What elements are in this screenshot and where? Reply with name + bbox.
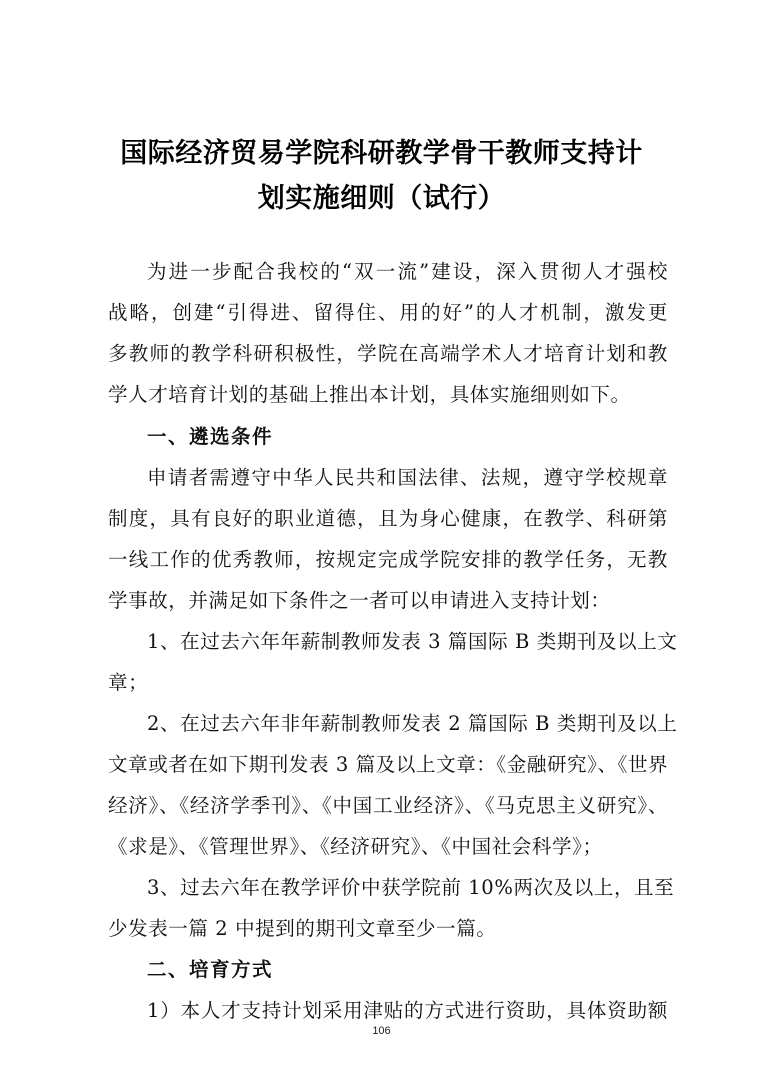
section1-paragraph-line-4: 学事故，并满足如下条件之一者可以申请进入支持计划： <box>108 589 611 612</box>
criterion-1-line-1: 1、在过去六年年薪制教师发表 3 篇国际 B 类期刊及以上文 <box>147 630 678 653</box>
criterion-2-line-3: 经济》、《经济学季刊》、《中国工业经济》、《马克思主义研究》、 <box>108 794 668 817</box>
section1-paragraph-line-1: 申请者需遵守中华人民共和国法律、法规，遵守学校规章 <box>147 466 668 489</box>
section-heading-training-method: 二、培育方式 <box>147 958 274 981</box>
criterion-3-line-2: 少发表一篇 2 中提到的期刊文章至少一篇。 <box>108 917 497 940</box>
criterion-2-line-1: 2、在过去六年非年薪制教师发表 2 篇国际 B 类期刊及以上 <box>147 712 678 735</box>
criterion-1-line-2: 章； <box>108 671 149 694</box>
intro-paragraph-line-4: 学人才培育计划的基础上推出本计划，具体实施细则如下。 <box>108 383 631 406</box>
section1-paragraph-line-2: 制度，具有良好的职业道德，且为身心健康，在教学、科研第 <box>108 507 668 530</box>
criterion-2-line-2: 文章或者在如下期刊发表 3 篇及以上文章：《金融研究》、《世界 <box>108 753 669 776</box>
section2-paragraph-line-1: 1）本人才支持计划采用津贴的方式进行资助，具体资助额 <box>147 999 668 1022</box>
document-title-line-1: 国际经济贸易学院科研教学骨干教师支持计 <box>120 138 643 169</box>
intro-paragraph-line-2: 战略，创建“引得进、留得住、用的好”的人才机制，激发更 <box>108 301 668 324</box>
section1-paragraph-line-3: 一线工作的优秀教师，按规定完成学院安排的教学任务，无教 <box>108 548 668 571</box>
section-heading-selection-criteria: 一、遴选条件 <box>147 425 274 448</box>
intro-paragraph-line-3: 多教师的教学科研积极性，学院在高端学术人才培育计划和教 <box>108 342 668 365</box>
document-title-line-2: 划实施细则（试行） <box>257 183 506 214</box>
intro-paragraph-line-1: 为进一步配合我校的“双一流”建设，深入贯彻人才强校 <box>147 260 668 283</box>
criterion-2-line-4: 《求是》、《管理世界》、《经济研究》、《中国社会科学》； <box>108 835 603 858</box>
page-number: 106 <box>372 1025 391 1037</box>
criterion-3-line-1: 3、过去六年在教学评价中获学院前 10%两次及以上，且至 <box>147 876 675 899</box>
